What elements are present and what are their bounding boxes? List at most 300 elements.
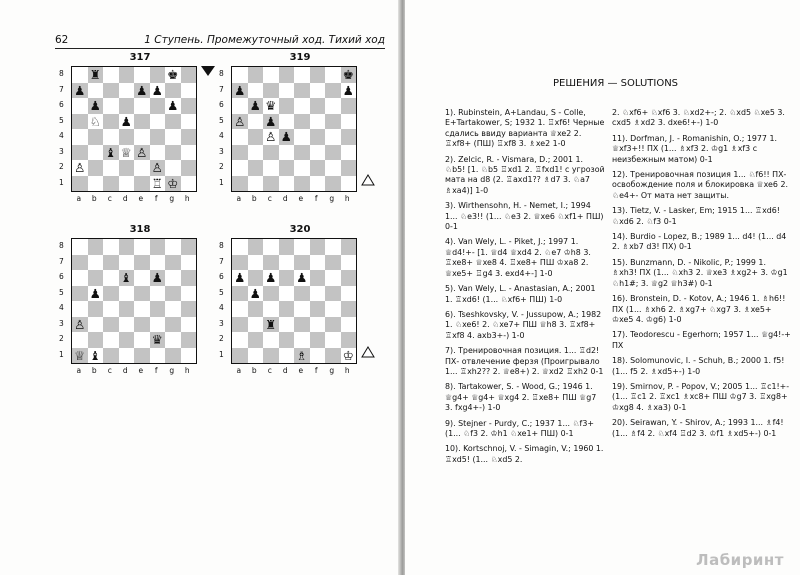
chess-piece-icon: ♕ xyxy=(74,347,86,363)
rank-labels xyxy=(59,66,69,190)
board-square xyxy=(72,348,88,364)
board-square xyxy=(310,332,326,348)
board-square xyxy=(181,286,197,302)
board-square xyxy=(165,114,181,130)
board-square xyxy=(248,83,264,99)
rank-label: 1 xyxy=(59,349,64,359)
board-square xyxy=(279,286,295,302)
board-square xyxy=(181,83,197,99)
diagram-number: 318 xyxy=(129,224,151,235)
board-square xyxy=(341,255,357,271)
solutions-column-2 xyxy=(612,108,792,444)
file-label: c xyxy=(267,194,272,203)
board-square xyxy=(279,301,295,317)
board-square xyxy=(119,129,135,145)
board-square xyxy=(294,67,310,83)
solution-entry: 10). Kortschnoj, V. - Simagin, V.; 1960 1. ♖xd5! (1... ♘xd5 2. xyxy=(445,444,604,464)
board-square xyxy=(119,67,135,83)
board-square xyxy=(325,114,341,130)
board-square xyxy=(248,255,264,271)
chess-diagram xyxy=(55,52,225,212)
board-square xyxy=(134,270,150,286)
file-label: c xyxy=(107,194,112,203)
board-square xyxy=(310,83,326,99)
board-square xyxy=(294,348,310,364)
board-square xyxy=(88,176,104,192)
board-square xyxy=(88,98,104,114)
diagram-number: 319 xyxy=(289,52,311,63)
board-square xyxy=(232,332,248,348)
board-square xyxy=(150,98,166,114)
chess-piece-icon: ♙ xyxy=(265,129,277,144)
file-label: f xyxy=(314,366,318,375)
board-square xyxy=(310,98,326,114)
board-square xyxy=(263,129,279,145)
solution-entry: 19). Smirnov, P. - Popov, V.; 2005 1... ♖c1!+- (1... ♖c1 2. ♖xc1 ♗xc8+ ПШ ♔g7 3. ♖xg8+ ♔xg8 4. ♗xa3) 0-1 xyxy=(612,381,790,412)
chess-piece-icon: ♟ xyxy=(120,113,132,129)
rank-label: 3 xyxy=(219,318,224,328)
board-square xyxy=(248,145,264,161)
board-square xyxy=(165,160,181,176)
board-square xyxy=(279,332,295,348)
board-square xyxy=(232,176,248,192)
board-square xyxy=(279,160,295,176)
board-square xyxy=(232,129,248,145)
rank-label: 3 xyxy=(219,146,224,156)
board-square xyxy=(165,255,181,271)
solution-entry: 13). Tietz, V. - Lasker, Em; 1915 1... ♖xd6! ♘xd6 2. ♘f3 0-1 xyxy=(612,206,780,226)
board-square xyxy=(119,145,135,161)
rank-label: 2 xyxy=(59,334,64,343)
chess-piece-icon: ♝ xyxy=(105,144,117,160)
board-square xyxy=(263,145,279,161)
board-square xyxy=(279,239,295,255)
board-square xyxy=(325,67,341,83)
board-square xyxy=(325,270,341,286)
file-label: b xyxy=(251,366,257,375)
solution-entry: 12). Тренировочная позиция 1... ♘f6!! ПХ-освобождение поля и блокировка ♕xe6 2. ♘e4+- От мата нет защиты. xyxy=(612,170,788,200)
board-square xyxy=(325,348,341,364)
board-square xyxy=(103,145,119,161)
file-label: f xyxy=(154,366,158,375)
chess-piece-icon: ♙ xyxy=(234,113,246,129)
board-square xyxy=(181,160,197,176)
board-square xyxy=(103,348,119,364)
solution-entry: 5). Van Wely, L. - Anastasian, A.; 2001 1. ♖xd6! (1... ♘xf6+ ПШ) 1-0 xyxy=(445,284,596,304)
chess-piece-icon: ♟ xyxy=(249,285,261,301)
file-label: e xyxy=(138,366,144,375)
board-square xyxy=(88,348,104,364)
chess-piece-icon: ♕ xyxy=(120,144,132,160)
board-square xyxy=(103,160,119,176)
board-square xyxy=(232,67,248,83)
board-square xyxy=(310,176,326,192)
board-square xyxy=(88,114,104,130)
board-square xyxy=(103,129,119,145)
board-square xyxy=(263,348,279,364)
board-square xyxy=(165,145,181,161)
board-square xyxy=(232,301,248,317)
solution-entry: 11). Dorfman, J. - Romanishin, O.; 1977 1. ♕xf3+!! ПХ (1... ♗xf3 2. ♔g1 ♗xf3 с неизбежным матом) 0-1 xyxy=(612,133,777,164)
black-to-move-icon xyxy=(201,66,215,76)
board-square xyxy=(263,98,279,114)
board-square xyxy=(341,239,357,255)
solution-entry: 2. ♘xf6+ ♘xf6 3. ♘xd2+-; 2. ♘xd5 ♘xe5 3. cxd5 ♗xd2 3. dxe6!+-) 1-0 xyxy=(612,108,785,128)
board-square xyxy=(150,160,166,176)
rank-label: 1 xyxy=(219,177,224,187)
rank-label: 7 xyxy=(219,84,224,94)
board-square xyxy=(248,239,264,255)
chess-piece-icon: ♛ xyxy=(265,98,277,113)
solution-entry: 3). Wirthensohn, H. - Nemet, I.; 1994 1... ♘e3!! (1... ♘e3 2. ♕xe6 ♘xf1+ ПШ) 0-1 xyxy=(445,201,604,232)
board-square xyxy=(119,239,135,255)
chess-piece-icon: ♟ xyxy=(296,270,308,285)
board-square xyxy=(72,114,88,130)
board-square xyxy=(294,286,310,302)
board-square xyxy=(263,67,279,83)
chess-piece-icon: ♖ xyxy=(151,175,163,191)
chess-piece-icon: ♟ xyxy=(265,113,277,129)
file-label: c xyxy=(107,366,112,375)
file-label: a xyxy=(236,194,242,203)
rank-label: 7 xyxy=(59,256,64,266)
board-square xyxy=(310,301,326,317)
board-square xyxy=(72,129,88,145)
solution-entry: 17). Teodorescu - Egerhorn; 1957 1... ♕g4!-+ ПХ xyxy=(612,330,791,350)
board-square xyxy=(72,332,88,348)
solution-entry: 1). Rubinstein, A+Landau, S - Colle, E+Tartakower, S; 1932 1. ♖xf6! Черные сдались ввиду варианта ♕xe2 2. ♖xf8+ (ПШ) ♖xf8 3. ♗xe2 1-0 xyxy=(445,108,605,149)
board-square xyxy=(103,98,119,114)
board-square xyxy=(279,270,295,286)
board-square xyxy=(72,301,88,317)
chess-piece-icon: ♙ xyxy=(74,160,86,175)
board-square xyxy=(119,160,135,176)
board-square xyxy=(103,114,119,130)
board-square xyxy=(232,348,248,364)
board-square xyxy=(325,129,341,145)
file-label: h xyxy=(344,366,350,375)
file-label: h xyxy=(184,366,190,375)
board-square xyxy=(119,286,135,302)
rank-labels xyxy=(219,66,229,190)
board-square xyxy=(72,145,88,161)
board-square xyxy=(72,98,88,114)
board-square xyxy=(181,176,197,192)
board-square xyxy=(103,67,119,83)
board-square xyxy=(294,145,310,161)
board-square xyxy=(325,98,341,114)
file-label: b xyxy=(91,194,97,203)
board-square xyxy=(150,114,166,130)
diagram-number: 317 xyxy=(129,52,151,63)
board-square xyxy=(181,332,197,348)
board-square xyxy=(134,129,150,145)
board-square xyxy=(310,160,326,176)
board-square xyxy=(150,255,166,271)
board-square xyxy=(248,160,264,176)
board-square xyxy=(119,98,135,114)
board-square xyxy=(72,67,88,83)
solution-entry: 14). Burdio - Lopez, B.; 1989 1... d4! (1... d4 2. ♗xb7 d3! ПХ) 0-1 xyxy=(612,232,787,252)
board-square xyxy=(88,317,104,333)
board-square xyxy=(263,270,279,286)
board-square xyxy=(325,255,341,271)
board-square xyxy=(279,255,295,271)
rank-label: 8 xyxy=(59,69,64,78)
board-square xyxy=(294,114,310,130)
rank-label: 4 xyxy=(59,131,64,140)
solution-entry: 9). Stejner - Purdy, C.; 1937 1... ♘f3+ (1... ♘f3 2. ♔h1 ♘xe1+ ПШ) 0-1 xyxy=(445,418,594,438)
board-square xyxy=(88,270,104,286)
board-square xyxy=(88,83,104,99)
board-square xyxy=(248,348,264,364)
board-square xyxy=(248,301,264,317)
board-square xyxy=(294,317,310,333)
board-square xyxy=(310,286,326,302)
chess-piece-icon: ♘ xyxy=(89,113,101,129)
board-square xyxy=(134,160,150,176)
rank-label: 8 xyxy=(59,241,64,250)
chess-piece-icon: ♙ xyxy=(74,316,86,332)
file-label: g xyxy=(329,194,335,203)
rank-label: 8 xyxy=(219,241,224,250)
chessboard xyxy=(231,66,357,192)
chess-diagram xyxy=(215,52,385,212)
board-square xyxy=(150,67,166,83)
board-square xyxy=(294,160,310,176)
file-label: d xyxy=(282,366,288,375)
board-square xyxy=(134,286,150,302)
board-square xyxy=(72,270,88,286)
solution-entry: 6). Tseshkovsky, V. - Jussupow, A.; 1982 1. ♘xe6! 2. ♘xe7+ ПШ ♕h8 3. ♖xf8+ ♖xf8 4. axb3+-) 1-0 xyxy=(445,309,602,340)
board-square xyxy=(294,98,310,114)
board-square xyxy=(150,286,166,302)
file-labels xyxy=(71,366,195,375)
board-square xyxy=(181,255,197,271)
board-square xyxy=(248,98,264,114)
board-square xyxy=(294,301,310,317)
solutions-heading: РЕШЕНИЯ — SOLUTIONS xyxy=(553,78,679,89)
board-square xyxy=(165,67,181,83)
chess-piece-icon: ♟ xyxy=(89,285,101,301)
solution-entry: 2). Zelcic, R. - Vismara, D.; 2001 1. ♘b5! [1. ♘b5 ♖xd1 2. ♖fxd1! с угрозой мата на d8 (2. ♖axd1?? ♗d7 3. ♘a7 ♗xa4)] 1-0 xyxy=(445,154,605,195)
board-square xyxy=(165,129,181,145)
chess-piece-icon: ♟ xyxy=(89,98,101,113)
board-square xyxy=(181,145,197,161)
board-square xyxy=(248,114,264,130)
rank-label: 7 xyxy=(59,84,64,94)
file-label: d xyxy=(282,194,288,203)
chess-piece-icon: ♟ xyxy=(342,82,354,98)
chess-piece-icon: ♚ xyxy=(342,67,354,82)
board-square xyxy=(232,160,248,176)
board-square xyxy=(181,317,197,333)
board-square xyxy=(232,114,248,130)
rank-labels xyxy=(59,238,69,362)
board-square xyxy=(165,176,181,192)
board-square xyxy=(165,270,181,286)
board-square xyxy=(150,348,166,364)
board-square xyxy=(103,255,119,271)
board-square xyxy=(341,160,357,176)
board-square xyxy=(232,145,248,161)
page-number: 62 xyxy=(55,34,69,46)
board-square xyxy=(325,286,341,302)
board-square xyxy=(165,98,181,114)
diagram-number: 320 xyxy=(289,224,311,235)
board-square xyxy=(88,286,104,302)
board-square xyxy=(134,98,150,114)
board-square xyxy=(134,301,150,317)
file-labels xyxy=(231,194,355,203)
board-square xyxy=(150,83,166,99)
board-square xyxy=(310,239,326,255)
board-square xyxy=(294,129,310,145)
chessboard xyxy=(71,66,197,192)
board-square xyxy=(150,239,166,255)
board-square xyxy=(341,332,357,348)
board-square xyxy=(310,348,326,364)
chess-piece-icon: ♙ xyxy=(151,160,163,175)
rank-label: 7 xyxy=(219,256,224,266)
rank-label: 2 xyxy=(219,162,224,171)
board-square xyxy=(72,239,88,255)
chess-piece-icon: ♜ xyxy=(265,316,277,332)
solutions-column-1 xyxy=(445,108,605,470)
board-square xyxy=(294,270,310,286)
board-square xyxy=(232,83,248,99)
chess-piece-icon: ♟ xyxy=(280,129,292,144)
board-square xyxy=(134,239,150,255)
board-square xyxy=(294,332,310,348)
board-square xyxy=(134,67,150,83)
board-square xyxy=(181,270,197,286)
board-square xyxy=(134,176,150,192)
rank-label: 6 xyxy=(59,272,64,281)
board-square xyxy=(88,239,104,255)
board-square xyxy=(341,129,357,145)
board-square xyxy=(263,286,279,302)
board-square xyxy=(119,317,135,333)
file-label: e xyxy=(138,194,144,203)
rank-label: 5 xyxy=(219,115,224,125)
chess-piece-icon: ♟ xyxy=(249,98,261,113)
rank-label: 1 xyxy=(59,177,64,187)
chess-piece-icon: ♗ xyxy=(296,347,308,363)
file-label: a xyxy=(76,366,82,375)
chess-piece-icon: ♟ xyxy=(136,82,148,98)
board-square xyxy=(103,270,119,286)
board-square xyxy=(325,317,341,333)
board-square xyxy=(181,301,197,317)
board-square xyxy=(119,255,135,271)
board-square xyxy=(72,317,88,333)
board-square xyxy=(232,286,248,302)
rank-label: 6 xyxy=(219,100,224,109)
board-square xyxy=(232,98,248,114)
board-square xyxy=(150,332,166,348)
file-label: f xyxy=(154,194,158,203)
board-square xyxy=(248,270,264,286)
board-square xyxy=(134,83,150,99)
chess-piece-icon: ♝ xyxy=(120,270,132,285)
chess-piece-icon: ♟ xyxy=(151,82,163,98)
board-square xyxy=(279,317,295,333)
board-square xyxy=(134,114,150,130)
board-square xyxy=(310,67,326,83)
board-square xyxy=(103,176,119,192)
chess-piece-icon: ♝ xyxy=(89,347,101,363)
board-square xyxy=(103,317,119,333)
board-square xyxy=(248,67,264,83)
chess-piece-icon: ♜ xyxy=(89,67,101,82)
chess-piece-icon: ♚ xyxy=(167,67,179,82)
board-square xyxy=(341,67,357,83)
board-square xyxy=(165,286,181,302)
board-square xyxy=(341,301,357,317)
board-square xyxy=(263,255,279,271)
board-square xyxy=(310,114,326,130)
board-square xyxy=(119,301,135,317)
rank-label: 4 xyxy=(219,131,224,140)
board-square xyxy=(88,255,104,271)
board-square xyxy=(134,145,150,161)
board-square xyxy=(72,83,88,99)
board-square xyxy=(294,83,310,99)
chess-piece-icon: ♟ xyxy=(167,98,179,113)
board-square xyxy=(248,129,264,145)
board-square xyxy=(150,270,166,286)
chess-diagram xyxy=(215,224,385,384)
board-square xyxy=(134,348,150,364)
board-square xyxy=(232,255,248,271)
rank-label: 5 xyxy=(219,287,224,297)
board-square xyxy=(181,98,197,114)
file-label: g xyxy=(169,366,175,375)
solution-entry: 4). Van Wely, L. - Piket, J.; 1997 1. ♕d4!+- [1. ♕d4 ♕xd4 2. ♘e7 ♔h8 3. ♖xe8+ ♕xe8 4. ♖xe8+ ПШ ♔xa8 2. ♕xe5+ ♖g4 3. exd4+-] 1-0 xyxy=(445,237,591,278)
board-square xyxy=(325,160,341,176)
board-square xyxy=(72,160,88,176)
board-square xyxy=(72,176,88,192)
board-square xyxy=(310,255,326,271)
board-square xyxy=(232,239,248,255)
running-title: 1 Ступень. Промежуточный ход. Тихий ход xyxy=(144,34,385,46)
board-square xyxy=(310,129,326,145)
board-square xyxy=(119,83,135,99)
board-square xyxy=(88,129,104,145)
rank-label: 2 xyxy=(219,334,224,343)
board-square xyxy=(119,270,135,286)
file-label: g xyxy=(329,366,335,375)
rank-label: 5 xyxy=(59,115,64,125)
board-square xyxy=(150,301,166,317)
watermark-logo: Лабиринт xyxy=(696,551,784,569)
chess-piece-icon: ♟ xyxy=(151,270,163,285)
board-square xyxy=(88,67,104,83)
board-square xyxy=(263,239,279,255)
file-label: a xyxy=(236,366,242,375)
file-label: h xyxy=(184,194,190,203)
board-square xyxy=(341,83,357,99)
chess-piece-icon: ♟ xyxy=(234,82,246,98)
board-square xyxy=(165,239,181,255)
chess-piece-icon: ♙ xyxy=(136,144,148,160)
board-square xyxy=(263,301,279,317)
board-square xyxy=(263,83,279,99)
board-square xyxy=(263,332,279,348)
solution-entry: 16). Bronstein, D. - Kotov, A.; 1946 1. ♗h6!! ПХ (1... ♗xh6 2. ♗xg7+ ♘xg7 3. ♗xe5+ ♔xe5 4. ♔g6) 1-0 xyxy=(612,294,786,324)
board-square xyxy=(181,348,197,364)
